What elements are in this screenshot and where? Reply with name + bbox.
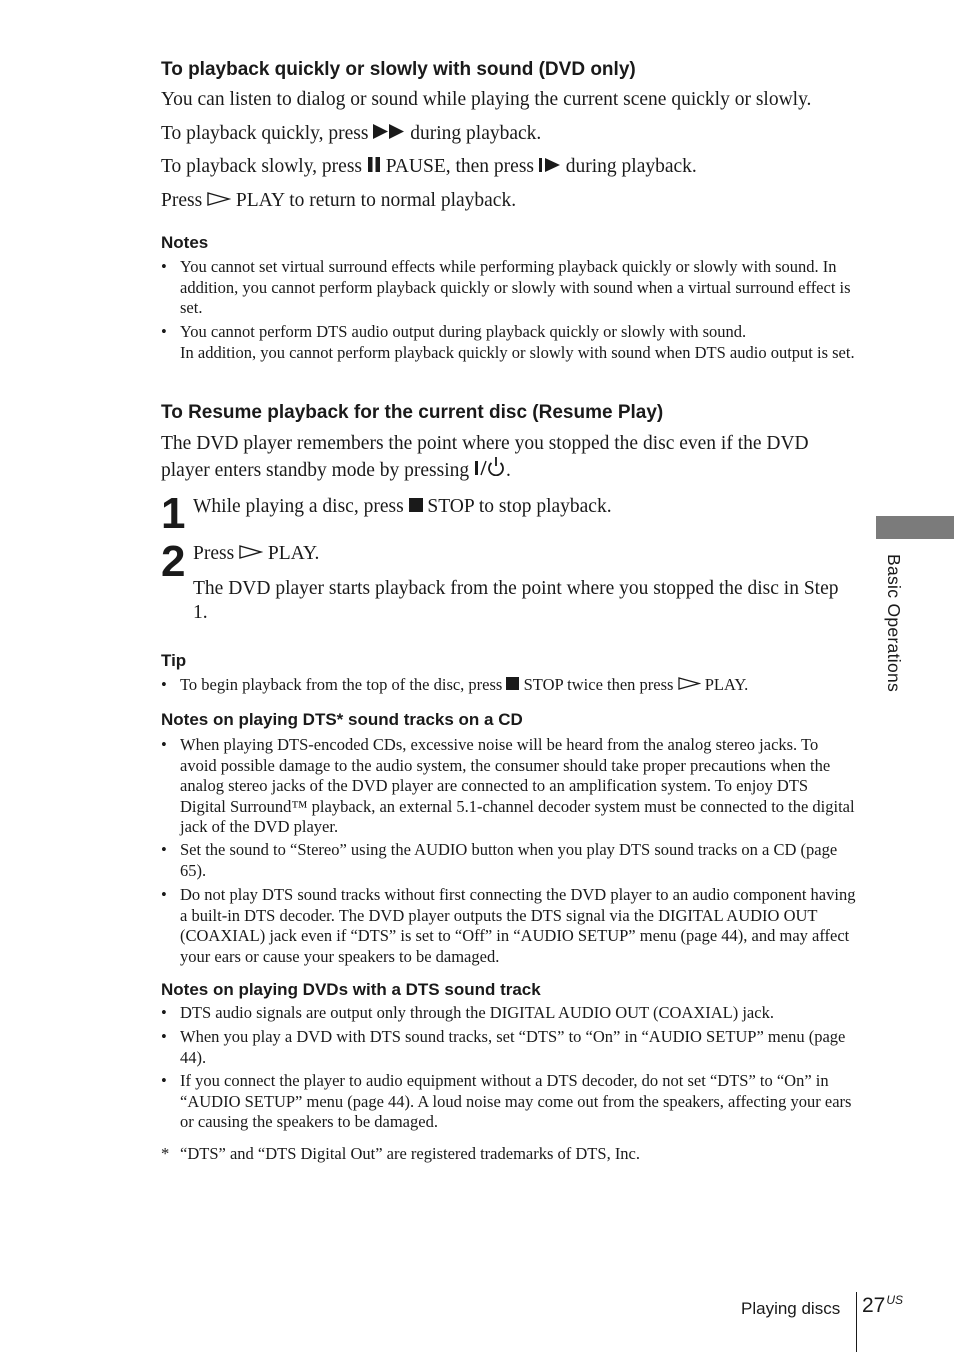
- list-item: • Do not play DTS sound tracks without first connecting the DVD player to an audio component having a built-in DTS decoder. The DVD player outputs the DTS signal via the DIGITAL AUDIO OUT (COAXIAL) jack even if “DTS” is set to “Off” in “AUDIO SETUP” menu (page 44), and may affect your ears or cause your speakers to be damaged.: [161, 885, 856, 966]
- footer-section-name: Playing discs: [741, 1299, 841, 1318]
- quick-playback-text: To playback quickly, press during playback.: [161, 123, 542, 144]
- notes-dts-dvd-heading: Notes on playing DVDs with a DTS sound track: [161, 980, 541, 999]
- slow-playback-text: To playback slowly, press PAUSE, then press during playback.: [161, 156, 697, 177]
- step-2-text: Press PLAY.: [193, 543, 320, 564]
- tip-item: • To begin playback from the top of the disc, press STOP twice then press PLAY.: [161, 675, 749, 694]
- list-item: • Set the sound to “Stereo” using the AUDIO button when you play DTS sound tracks on a CD (page 65).: [161, 840, 838, 880]
- fast-forward-icon: [373, 124, 405, 139]
- stop-icon: [409, 498, 423, 512]
- intro-text: You can listen to dialog or sound while playing the current scene quickly or slowly.: [161, 89, 812, 110]
- resume-intro-text: The DVD player remembers the point where you stopped the disc even if the DVD player enters standby mode by pressing .: [161, 433, 809, 481]
- tip-heading: Tip: [161, 651, 187, 670]
- play-icon: [239, 545, 263, 559]
- section-heading-resume: To Resume playback for the current disc (Resume Play): [161, 402, 664, 423]
- step-1-text: While playing a disc, press STOP to stop playback.: [193, 496, 612, 517]
- section-heading-quick-slow: To playback quickly or slowly with sound (DVD only): [161, 59, 636, 80]
- list-item: • If you connect the player to audio equipment without a DTS decoder, do not set “DTS” to “On” in “AUDIO SETUP” menu (page 44). A loud noise may come out from the speakers, affecting your ears or causing the speakers to be damaged.: [161, 1071, 852, 1131]
- section-tab-marker: [876, 516, 954, 539]
- page-number: $27^{US}$: [862, 1293, 904, 1317]
- notes-dts-cd-heading: Notes on playing DTS* sound tracks on a CD: [161, 710, 523, 729]
- footnote: * “DTS” and “DTS Digital Out” are registered trademarks of DTS, Inc.: [161, 1144, 641, 1163]
- step-number-1: 1: [161, 489, 186, 538]
- list-item: • DTS audio signals are output only through the DIGITAL AUDIO OUT (COAXIAL) jack.: [161, 1003, 774, 1022]
- footer-divider: [856, 1292, 857, 1352]
- sidebar-section-label: Basic Operations: [884, 554, 904, 693]
- list-item: • You cannot set virtual surround effects while performing playback quickly or slowly with sound. In addition, you cannot perform playback quickly or slowly with sound when a virtual surround effect is set.: [161, 257, 851, 317]
- list-item: • When playing DTS-encoded CDs, excessive noise will be heard from the analog stereo jacks. To avoid possible damage to the audio system, the consumer should take proper precautions when the analog stereo jacks of the DVD player are connected to an amplification system. To enjoy DTS Digital Surround™ playback, an external 5.1-channel decoder system must be connected to the digital jack of the DVD player.: [161, 735, 855, 836]
- notes-heading: Notes: [161, 233, 209, 252]
- play-icon: [678, 677, 701, 690]
- slow-play-icon: [539, 158, 561, 172]
- step-2-detail: The DVD player starts playback from the point where you stopped the disc in Step 1.: [193, 578, 839, 623]
- step-number-2: 2: [161, 537, 186, 586]
- stop-icon: [506, 677, 519, 690]
- play-icon: [207, 192, 231, 206]
- list-item: • When you play a DVD with DTS sound tracks, set “DTS” to “On” in “AUDIO SETUP” menu (page 44).: [161, 1027, 846, 1067]
- list-item: • You cannot perform DTS audio output during playback quickly or slowly with sound. In addition, you cannot perform playback quickly or slowly with sound when DTS audio output is set.: [161, 322, 855, 362]
- pause-icon: [367, 157, 381, 172]
- power-icon: [474, 456, 506, 476]
- normal-playback-text: Press PLAY to return to normal playback.: [161, 190, 517, 211]
